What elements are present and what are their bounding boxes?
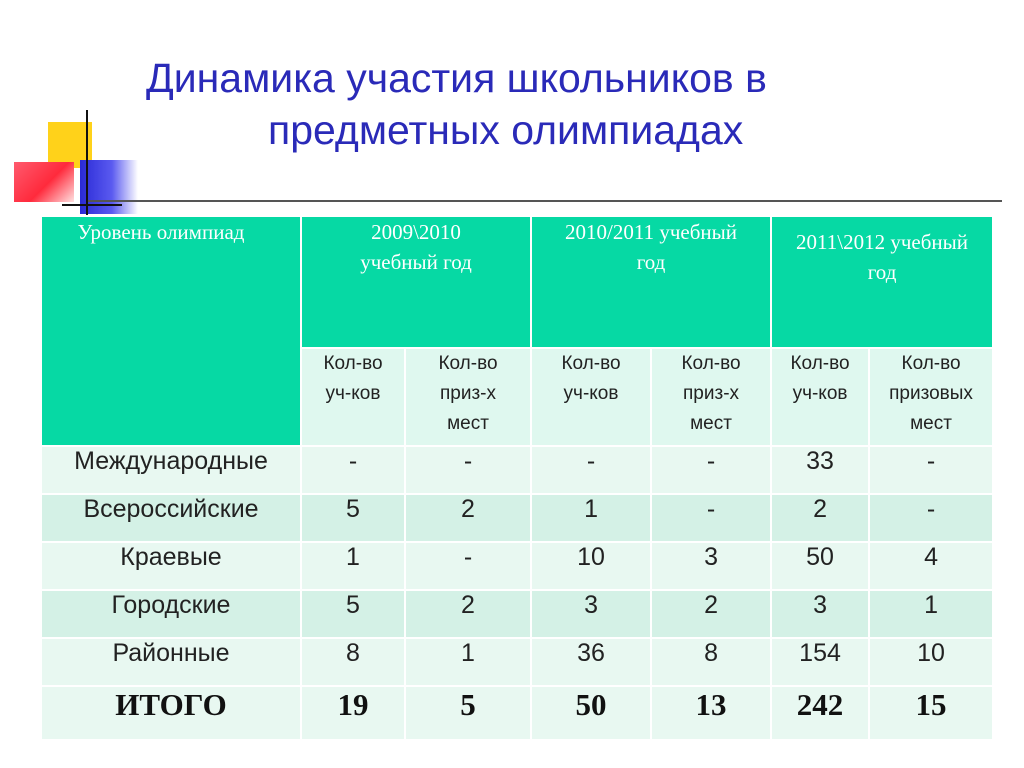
title-underline xyxy=(88,200,1002,202)
decorative-squares xyxy=(0,0,160,220)
table-cell: 2 xyxy=(771,494,869,542)
table-cell: - xyxy=(531,446,651,494)
total-cell: 19 xyxy=(301,686,405,740)
total-label: ИТОГО xyxy=(41,686,301,740)
subheader-participants: Кол-во уч-ков xyxy=(771,348,869,446)
table-cell: 3 xyxy=(771,590,869,638)
table-cell: 8 xyxy=(301,638,405,686)
total-cell: 15 xyxy=(869,686,993,740)
table-cell: 2 xyxy=(651,590,771,638)
table-cell: - xyxy=(651,446,771,494)
table-cell: 10 xyxy=(869,638,993,686)
total-row xyxy=(41,686,993,740)
table-cell: 2 xyxy=(405,494,531,542)
table-cell: 50 xyxy=(771,542,869,590)
table-row xyxy=(41,542,993,590)
row-label: Районные xyxy=(41,638,301,686)
title-line-1: Динамика участия школьников в xyxy=(146,55,767,101)
title-line-2: предметных олимпиадах xyxy=(268,107,744,153)
subheader-prizes: Кол-во приз-х мест xyxy=(651,348,771,446)
table-cell: 5 xyxy=(301,590,405,638)
year-header-2010-2011: 2010/2011 учебный год xyxy=(531,216,771,348)
table-cell: 154 xyxy=(771,638,869,686)
table-cell: - xyxy=(869,446,993,494)
table-cell: 1 xyxy=(531,494,651,542)
row-label: Краевые xyxy=(41,542,301,590)
table-cell: 36 xyxy=(531,638,651,686)
table-cell: 1 xyxy=(405,638,531,686)
row-label: Международные xyxy=(41,446,301,494)
table-row xyxy=(41,446,993,494)
total-cell: 5 xyxy=(405,686,531,740)
short-line-decoration xyxy=(62,204,122,206)
table-cell: 2 xyxy=(405,590,531,638)
slide-title xyxy=(140,52,1000,156)
subheader-participants: Кол-во уч-ков xyxy=(531,348,651,446)
table-row xyxy=(41,590,993,638)
table-cell: 3 xyxy=(531,590,651,638)
table-cell: 3 xyxy=(651,542,771,590)
table-cell: 33 xyxy=(771,446,869,494)
table-cell: - xyxy=(405,446,531,494)
table-cell: - xyxy=(301,446,405,494)
table-cell: 5 xyxy=(301,494,405,542)
table-cell: 10 xyxy=(531,542,651,590)
level-header: Уровень олимпиад xyxy=(41,216,301,446)
subheader-prizes: Кол-во призовых мест xyxy=(869,348,993,446)
year-header-2011-2012: 2011\2012 учебный год xyxy=(771,216,993,348)
table-cell: 1 xyxy=(869,590,993,638)
total-cell: 13 xyxy=(651,686,771,740)
table-cell: 8 xyxy=(651,638,771,686)
table-cell: 4 xyxy=(869,542,993,590)
table-cell: - xyxy=(651,494,771,542)
table-row xyxy=(41,494,993,542)
table-cell: - xyxy=(869,494,993,542)
table-row xyxy=(41,638,993,686)
total-cell: 242 xyxy=(771,686,869,740)
table-cell: - xyxy=(405,542,531,590)
red-square-decoration xyxy=(14,162,74,202)
row-label: Городские xyxy=(41,590,301,638)
table-cell: 1 xyxy=(301,542,405,590)
subheader-participants: Кол-во уч-ков xyxy=(301,348,405,446)
total-cell: 50 xyxy=(531,686,651,740)
olympiad-table xyxy=(40,215,994,741)
year-header-2009-2010: 2009\2010 учебный год xyxy=(301,216,531,348)
subheader-prizes: Кол-во приз-х мест xyxy=(405,348,531,446)
row-label: Всероссийские xyxy=(41,494,301,542)
